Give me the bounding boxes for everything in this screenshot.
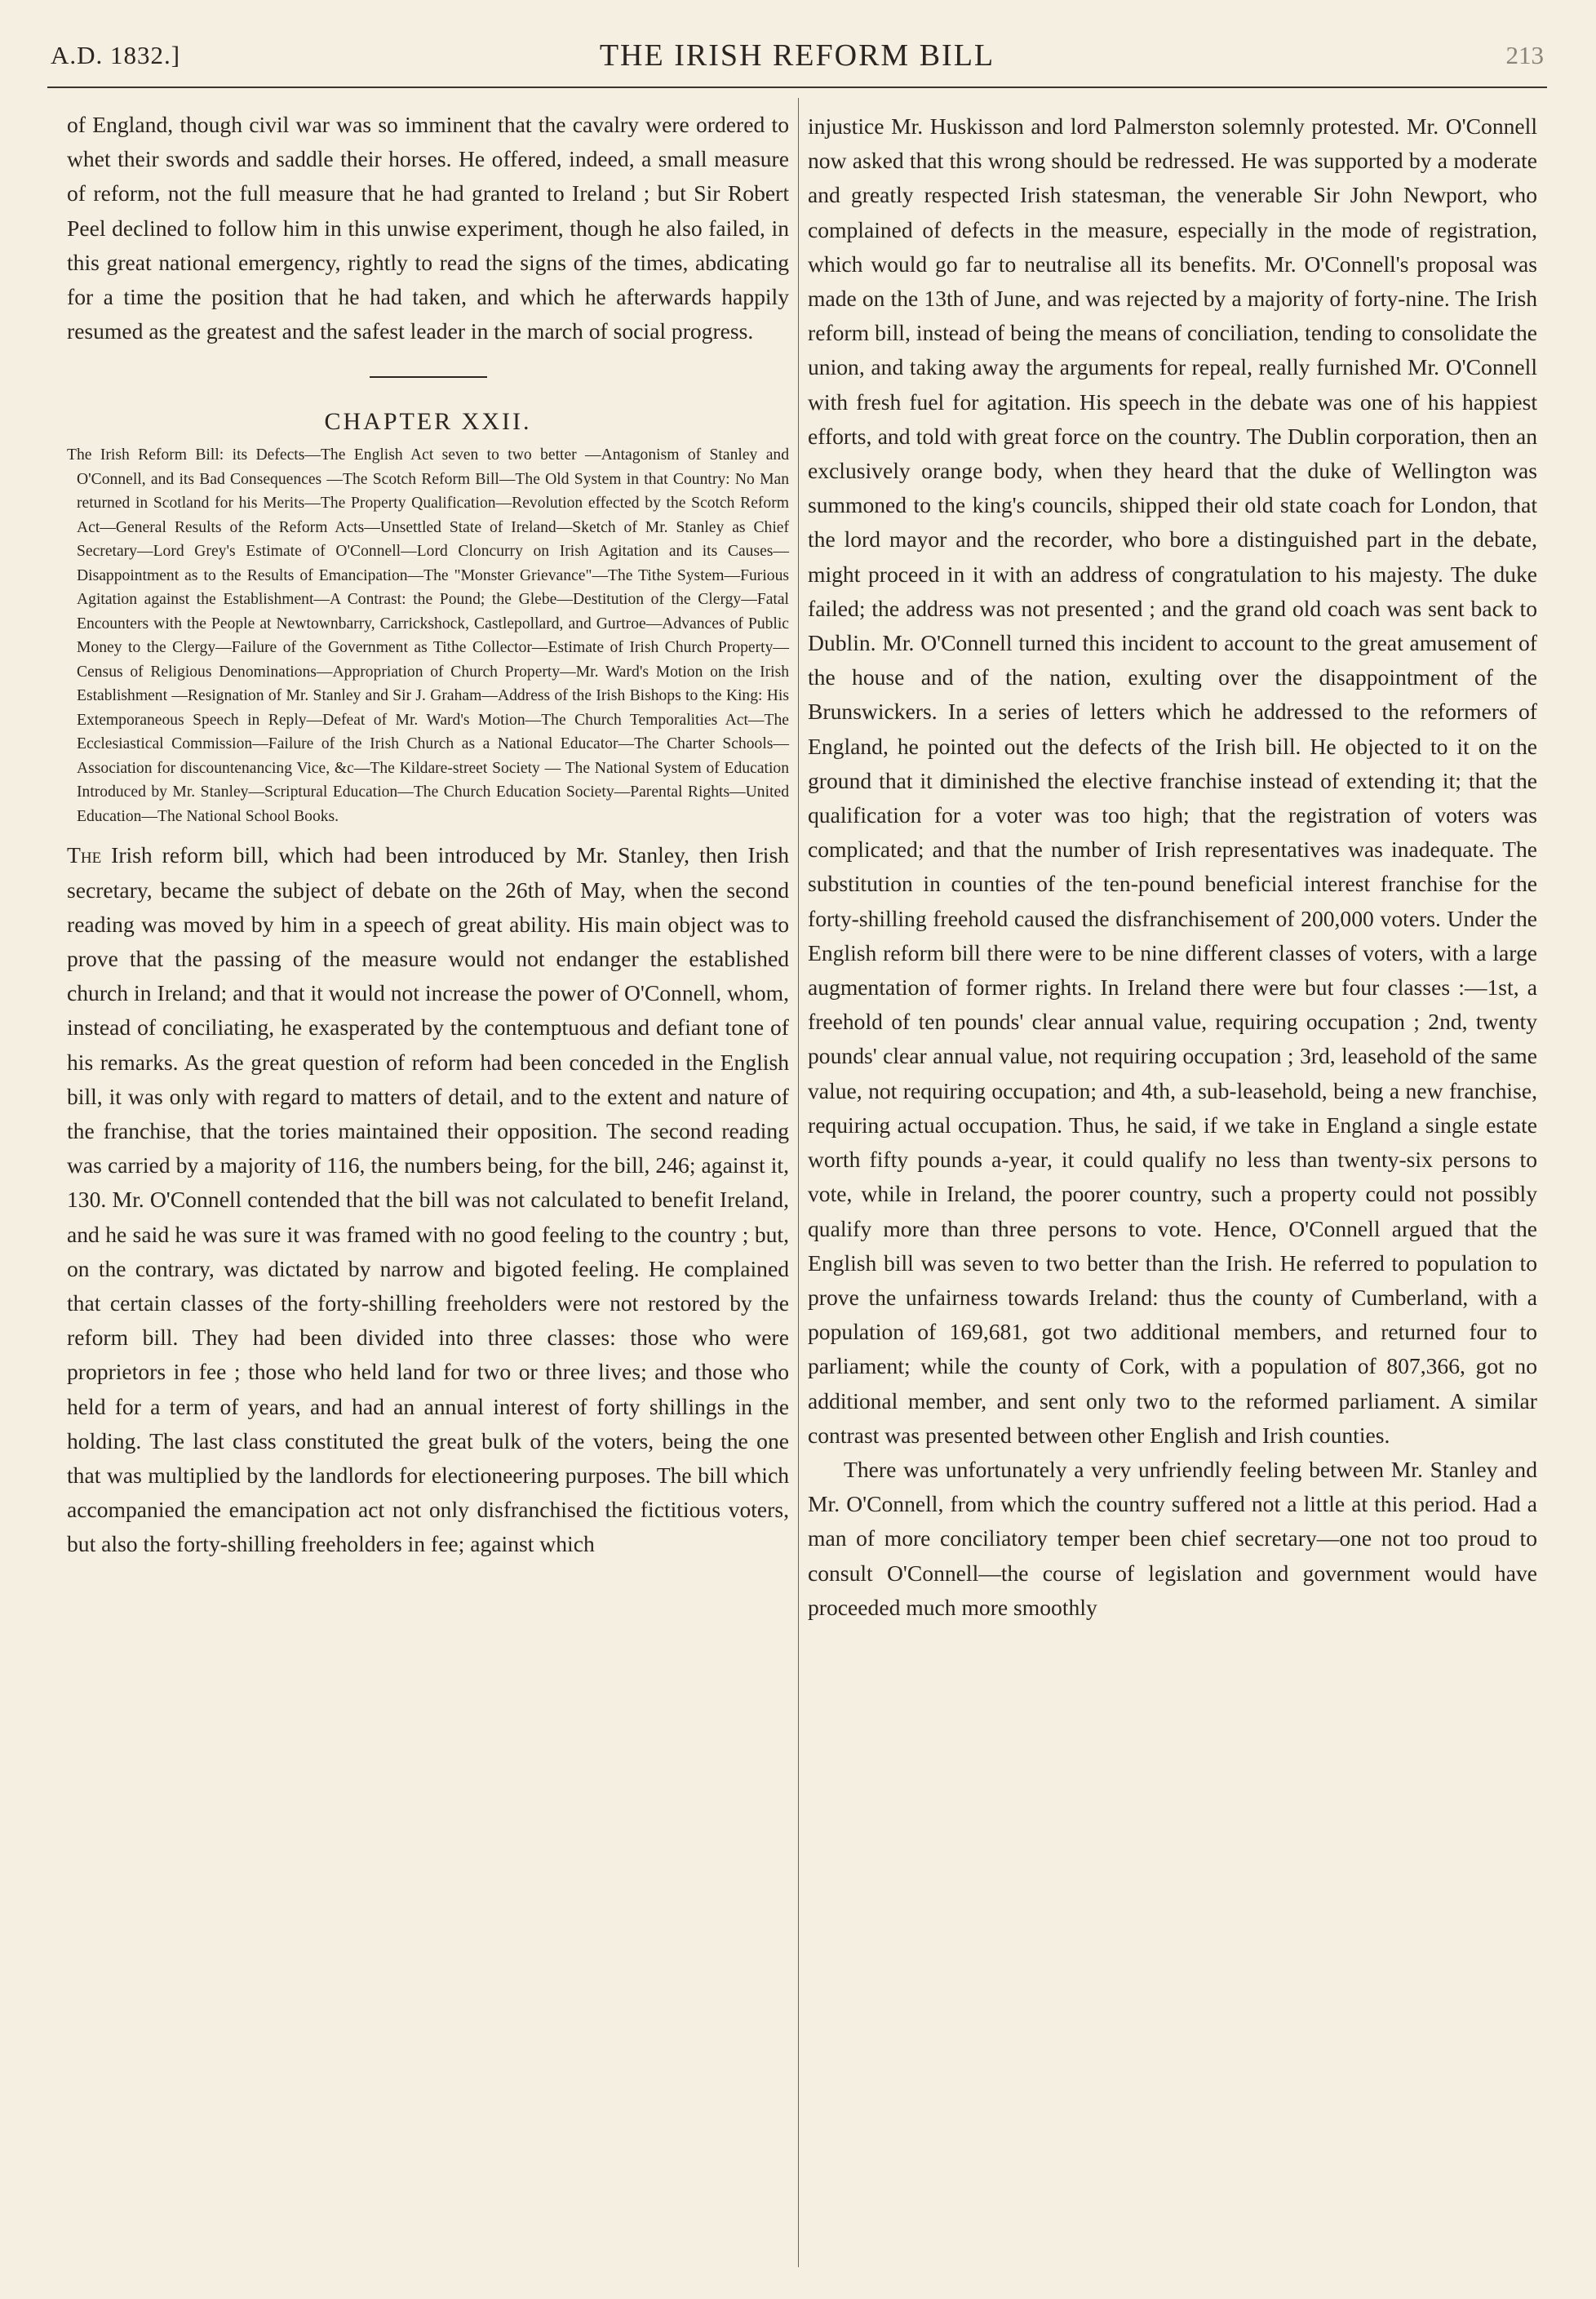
right-column (808, 109, 1537, 1625)
chapter-opening-paragraph (67, 838, 789, 1561)
section-rule (370, 376, 487, 378)
running-header (47, 38, 1547, 88)
opening-word: The (67, 842, 102, 868)
continuation-paragraph: of England, though civil war was so imminent that the cavalry were ordered to whet their swords and saddle their horses. He offered, indeed, a small measure of reform, not the full measure that he had granted to Ireland ; but Sir Robert Peel declined to follow him in this unwise experiment, though he also failed, in this great national emergency, rightly to read the signs of the times, abdicating for a time the position that he had taken, and which he afterwards happily resumed as the greatest and the safest leader in the march of social progress. (67, 112, 789, 344)
column-divider (798, 98, 799, 2267)
left-column (67, 108, 789, 1562)
chapter-title: CHAPTER XXII. (324, 408, 532, 436)
body-paragraph: There was unfortunately a very unfriendly feeling between Mr. Stanley and Mr. O'Connell, from which the country suffered not a little at this period. Had a man of more conciliatory temper been chief secretary—one not too proud to consult O'Connell—the course of legislation and government would have proceeded much more smoothly (808, 1456, 1537, 1620)
body-paragraph: injustice Mr. Huskisson and lord Palmerston solemnly protested. Mr. O'Connell now asked that this wrong should be redressed. He was supported by a moderate and greatly respected Irish statesman, the venerable Sir John Newport, who complained of defects in the measure, especially in the mode of registration, which would go far to neutralise all its benefits. Mr. O'Connell's proposal was made on the 13th of June, and was rejected by a majority of forty-nine. The Irish reform bill, instead of being the means of conciliation, tending to consolidate the union, and taking away the arguments for repeal, really furnished Mr. O'Connell with fresh fuel for agitation. His speech in the debate was one of his happiest efforts, and told with great force on the country. The Dublin corporation, then an exclusively orange body, when they heard that the duke of Wellington was summoned to the king's councils, shipped their old state coach for London, that the lord mayor and the recorder, who bore a distinguished part in the debate, might proceed in it with an address of congratulation to his majesty. The duke failed; the address was not presented ; and the grand old coach was sent back to Dublin. Mr. O'Connell turned this incident to account to the great amusement of the house and of the nation, exulting over the disappointment of the Brunswickers. In a series of letters which he addressed to the reformers of England, he pointed out the defects of the Irish bill. He objected to it on the ground that it diminished the elective franchise instead of extending it; that the qualification for a voter was too high; that the registration of voters was complicated; and that the number of Irish representatives was inadequate. The substitution in counties of the ten-pound beneficial interest franchise for the forty-shilling freehold caused the disfranchisement of 200,000 voters. Under the English reform bill there were to be nine different classes of voters, with a large augmentation of former rights. In Ireland there were but four classes :—1st, a freehold of ten pounds' clear annual value, requiring occupation ; 2nd, twenty pounds' clear annual value, not requiring occupation ; 3rd, leasehold of the same value, not requiring occupation; and 4th, a sub-leasehold, being a new franchise, requiring actual occupation. Thus, he said, if we take in England a single estate worth fifty pounds a-year, it could qualify no less than twenty-six persons to vote, while in Ireland, the poorer country, such a property could not possibly qualify more than three persons to vote. Hence, O'Connell argued that the English bill was seven to two better than the Irish. He referred to population to prove the unfairness towards Ireland: thus the county of Cumberland, with a population of 169,681, got two additional members, and returned four to parliament; while the county of Cork, with a population of 807,366, got no additional member, and sent only two to the reformed parliament. A similar contrast was presented between other English and Irish counties. (808, 113, 1537, 1448)
opening-text: Irish reform bill, which had been introduced by Mr. Stanley, then Irish secretary, became the subject of debate on the 26th of May, when the second reading was moved by him in a speech of great ability. His main object was to prove that the passing of the measure would not endanger the established church in Ireland; and that it would not increase the power of O'Connell, whom, instead of conciliating, he exasperated by the contemptuous and defiant tone of his remarks. As the great question of reform had been conceded in the English bill, it was only with regard to matters of detail, and to the extent and nature of the franchise, that the tories maintained their opposition. The second reading was carried by a majority of 116, the numbers being, for the bill, 246; against it, 130. Mr. O'Connell contended that the bill was not calculated to benefit Ireland, and he said he was sure it was framed with no good feeling to the country ; but, on the contrary, was dictated by narrow and bigoted feeling. He complained that certain classes of the forty-shilling freeholders were not restored by the reform bill. They had been divided into three classes: those who were proprietors in fee ; those who held land for two or three lives; and those who held for a term of years, and had an annual interest of forty shillings in the holding. The last class constituted the great bulk of the voters, being the one that was multiplied by the landlords for electioneering purposes. The bill which accompanied the emancipation act not only disfranchised the fictitious voters, but also the forty-shilling freeholders in fee; against which (67, 842, 789, 1557)
page-number: 213 (1505, 41, 1544, 69)
chapter-summary: The Irish Reform Bill: its Defects—The English Act seven to two better —Antagonism of Stanley and O'Connell, and its Bad Consequences —The Scotch Reform Bill—The Old System in that Country: No Man returned in Scotland for his Merits—The Property Qualification—Revolution effected by the Scotch Reform Act—General Results of the Reform Acts—Unsettled State of Ireland—Sketch of Mr. Stanley as Chief Secretary—Lord Grey's Estimate of O'Connell—Lord Cloncurry on Irish Agitation and its Causes—Disappointment as to the Results of Emancipation—The "Monster Grievance"—The Tithe System—Furious Agitation against the Establishment—A Contrast: the Pound; the Glebe—Destitution of the Clergy—Fatal Encounters with the People at Newtownbarry, Carrickshock, Castlepollard, and Gurtroe—Advances of Public Money to the Clergy—Failure of the Government as Tithe Collector—Estimate of Irish Church Property—Census of Religious Denominations—Appropriation of Church Property—Mr. Ward's Motion on the Irish Establishment —Resignation of Mr. Stanley and Sir J. Graham—Address of the Irish Bishops to the King: His Extemporaneous Speech in Reply—Defeat of Mr. Ward's Motion—The Church Temporalities Act—The Ecclesiastical Commission—Failure of the Irish Church as a National Educator—The Charter Schools—Association for discountenancing Vice, &c—The Kildare-street Society — The National System of Education Introduced by Mr. Stanley—Scriptural Education—The Church Education Society—Parental Rights—United Education—The National School Books. (67, 446, 789, 825)
header-date: A.D. 1832.] (51, 41, 181, 69)
header-title: THE IRISH REFORM BILL (599, 38, 995, 73)
